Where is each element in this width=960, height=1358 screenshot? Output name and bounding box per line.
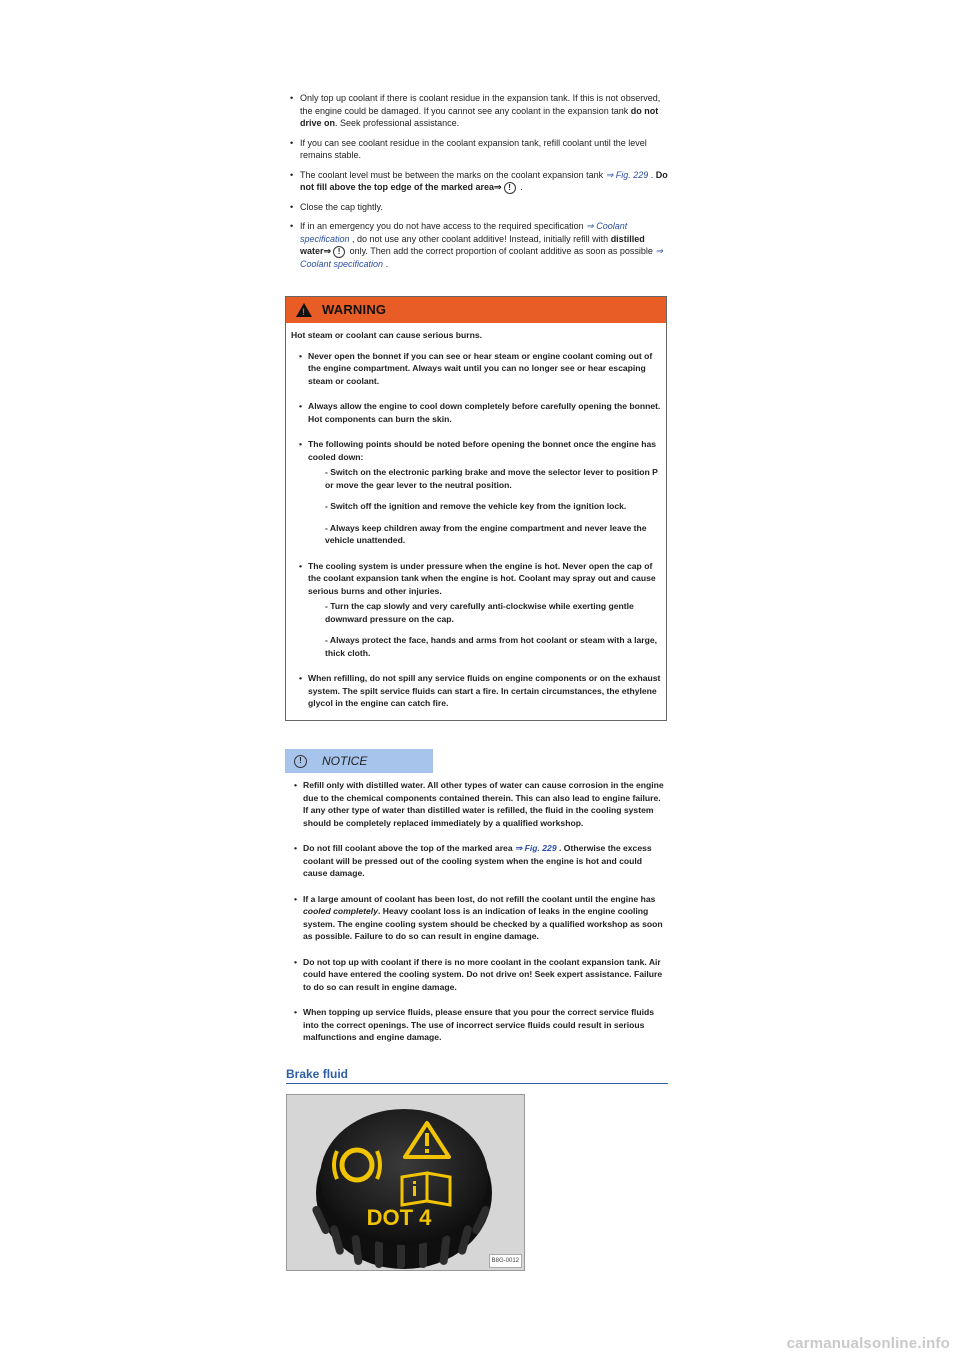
watermark: carmanualsonline.info (786, 1334, 950, 1352)
notice-title: NOTICE (322, 753, 368, 768)
list-item: • Do not top up with coolant if there is no more coolant in the coolant expansion tank. Air could have entered the cooling system. Do not drive on! Seek expert assistance. Failure to do so can result in engine damage. (290, 956, 668, 994)
brake-fluid-cap-image (287, 1095, 525, 1271)
section-heading: Brake fluid (286, 1068, 668, 1084)
sub-list (308, 600, 661, 659)
exclamation-circle-icon: ! (294, 755, 307, 768)
fig-229-link[interactable]: ⇒ Fig. 229 (515, 843, 557, 853)
sub-list (308, 466, 661, 547)
list-item: • Do not fill coolant above the top of the marked area ⇒ Fig. 229 . Otherwise the excess coolant will be pressed out of the cooling system when the engine is hot and could cause damage. (290, 842, 668, 880)
list-item: • Refill only with distilled water. All other types of water can cause corrosion in the engine due to the chemical components contained therein. This can also lead to engine failure. If any other type of water than distilled water is refilled, the fluid in the cooling system should be completely replaced immediately by a qualified workshop. (290, 779, 668, 829)
list-item: • Only top up coolant if there is coolant residue in the expansion tank. If this is not observed, the engine could be damaged. If you cannot see any coolant in the expansion tank do not drive on. Seek professional assistance. (286, 92, 668, 130)
list-item: • The cooling system is under pressure when the engine is hot. Never open the cap of the coolant expansion tank when the engine is hot. Coolant may spray out and cause serious burns and other injuries. - Turn the cap slowly and very carefully anti-clockwise while exerting gentle downward pressure on the cap. - Always protect the face, hands and arms from hot coolant or steam with a large, thick cloth. (291, 560, 661, 660)
brake-fluid-cap-figure (286, 1094, 525, 1271)
sub-item: - Switch off the ignition and remove the vehicle key from the ignition lock. (325, 501, 627, 511)
sub-item: - Turn the cap slowly and very carefully anti-clockwise while exerting gentle downward pressure on the cap. (325, 601, 634, 624)
warning-intro: Hot steam or coolant can cause serious burns. (291, 330, 483, 340)
warning-box (285, 296, 667, 721)
list-item: • Never open the bonnet if you can see or hear steam or engine coolant coming out of the engine compartment. Always wait until you can no longer see or hear escaping steam or coolant. (291, 350, 661, 388)
list-item: • If a large amount of coolant has been lost, do not refill the coolant until the engine has cooled completely. Heavy coolant loss is an indication of leaks in the engine cooling system. The engine cooling system should be checked by a qualified workshop as soon as possible. Failure to do so can result in engine damage. (290, 893, 668, 943)
list-item: • If you can see coolant residue in the coolant expansion tank, refill coolant until the level remains stable. (286, 137, 668, 162)
notice-list (290, 779, 668, 1057)
notice-header (285, 749, 433, 773)
list-item: • If in an emergency you do not have access to the required specification ⇒ Coolant specification , do not use any other coolant additive! Instead, initially refill with distilled water⇒ ! only. Then add the correct proportion of coolant additive as soon as possible ⇒ Coolant specification . (286, 220, 668, 270)
warning-body (286, 323, 666, 710)
coolant-specification-link[interactable]: ⇒ Coolant specification (300, 246, 663, 269)
figure-code: B8G-0012 (489, 1254, 522, 1269)
intro-bullet-list (286, 92, 668, 277)
warning-title: WARNING (322, 301, 387, 317)
coolant-specification-link[interactable]: ⇒ Coolant specification (300, 221, 628, 244)
list-item: • The following points should be noted before opening the bonnet once the engine has cooled down: - Switch on the electronic parking brake and move the selector lever to position P or move the gear lever to the neutral position. - Switch off the ignition and remove the vehicle key from the ignition lock. - Always keep children away from the engine compartment and never leave the vehicle unattended. (291, 438, 661, 547)
warning-header (286, 297, 666, 323)
exclamation-circle-icon[interactable]: ! (504, 182, 516, 194)
warning-list (291, 350, 661, 710)
exclamation-circle-icon[interactable]: ! (333, 246, 345, 258)
warning-triangle-icon: ! (296, 303, 312, 317)
list-item: • When refilling, do not spill any service fluids on engine components or on the exhaust system. The spilt service fluids can start a fire. In certain circumstances, the ethylene glycol in the engine can catch fire. (291, 672, 661, 710)
dot4-label: DOT 4 (366, 1205, 432, 1230)
list-item: • The coolant level must be between the marks on the coolant expansion tank ⇒ Fig. 229 . Do not fill above the top edge of the marked area⇒ ! . (286, 169, 668, 194)
sub-item: - Switch on the electronic parking brake and move the selector lever to position P or move the gear lever to the neutral position. (325, 467, 658, 490)
list-item: • Close the cap tightly. (286, 201, 668, 214)
list-item: • When topping up service fluids, please ensure that you pour the correct service fluids into the correct openings. The use of incorrect service fluids could result in serious malfunctions and engine damage. (290, 1006, 668, 1044)
fig-229-link[interactable]: ⇒ Fig. 229 (605, 169, 649, 180)
list-item: • Always allow the engine to cool down completely before carefully opening the bonnet. Hot components can burn the skin. (291, 400, 661, 425)
sub-item: - Always keep children away from the engine compartment and never leave the vehicle unattended. (325, 522, 647, 545)
sub-item: - Always protect the face, hands and arms from hot coolant or steam with a large, thick cloth. (325, 635, 658, 658)
